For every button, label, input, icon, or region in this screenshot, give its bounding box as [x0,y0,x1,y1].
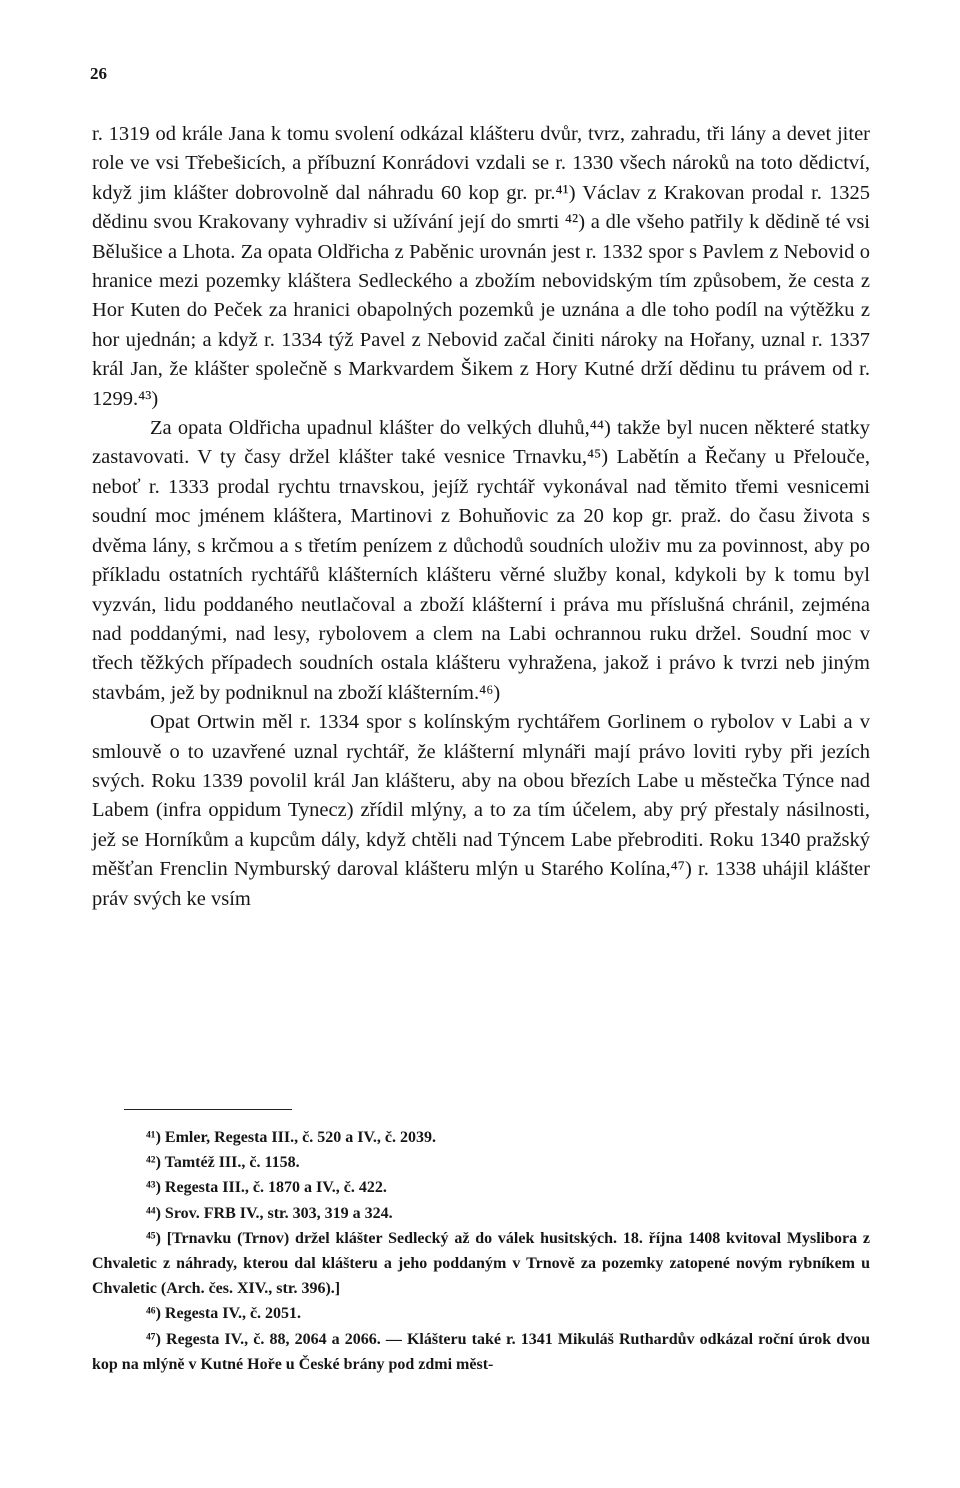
paragraph: Opat Ortwin měl r. 1334 spor s kolínským rychtářem Gorlinem o rybolov v Labi a v smlouvě o to uzavřené uznal rychtář, že klášterní mlynáři mají právo loviti ryby při jezích svých. Roku 1339 povolil král Jan klášteru, aby na obou březích Labe u městečka Týnce nad Labem (infra oppidum Tynecz) zřídil mlýny, a to za tím účelem, aby prý přestaly násilnosti, jež se Horníkům a kupcům dály, když chtěli nad Týncem Labe přebroditi. Roku 1340 pražský měšťan Frenclin Nymburský daroval klášteru mlýn u Starého Kolína,⁴⁷) r. 1338 uhájil klášter práv svých ke vsím [92,711,870,910]
footnote: ⁴⁵) [Trnavku (Trnov) držel klášter Sedlecký až do válek husitských. 18. října 1408 kvitoval Myslibora z Chvaletic z náhrady, kterou dal klášteru a jeho poddaným v Trnově za pozemky zatopené novým rybníkem u Chvaletic (Arch. čes. XIV., str. 396).] [92,1229,870,1298]
footnote: ⁴²) Tamtéž III., č. 1158. [146,1154,300,1172]
body-text [92,120,870,914]
footnotes [92,1125,870,1377]
footnote-separator [124,1109,292,1110]
footnote: ⁴⁷) Regesta IV., č. 88, 2064 a 2066. — Klášteru také r. 1341 Mikuláš Ruthardův odkázal roční úrok dvou kop na mlýně v Kutné Hoře u České brány pod zdmi měst- [92,1330,870,1373]
page-number: 26 [90,64,107,83]
paragraph: r. 1319 od krále Jana k tomu svolení odkázal klášteru dvůr, tvrz, zahradu, tři lány a devet jiter role ve vsi Třebešicích, a příbuzní Konrádovi vzdali se r. 1330 všech nároků na toto dědictví, když jim klášter dobrovolně dal náhradu 60 kop gr. pr.⁴¹) Václav z Krakovan prodal r. 1325 dědinu svou Krakovany vyhradiv si užívání její do smrti ⁴²) a dle všeho patřily k dědině té vsi Bělušice a Lhota. Za opata Oldřicha z Paběnic urovnán jest r. 1332 spor s Pavlem z Nebovid o hranice mezi pozemky kláštera Sedleckého a zbožím nebovidským tím způsobem, že cesta z Hor Kuten do Peček za hranici obapolných pozemků je uznána a dle toho podíl na výtěžku z hor ujednán; a když r. 1334 týž Pavel z Nebovid začal činiti nároky na Hořany, uznal r. 1337 král Jan, že klášter společně s Markvardem Šikem z Hory Kutné drží dědinu tu právem od r. 1299.⁴³) [92,123,870,410]
footnote: ⁴⁶) Regesta IV., č. 2051. [146,1305,302,1323]
footnote: ⁴³) Regesta III., č. 1870 a IV., č. 422. [146,1179,387,1197]
footnote: ⁴⁴) Srov. FRB IV., str. 303, 319 a 324. [146,1204,393,1222]
footnote: ⁴¹) Emler, Regesta III., č. 520 a IV., č. 2039. [146,1129,437,1146]
paragraph: Za opata Oldřicha upadnul klášter do velkých dluhů,⁴⁴) takže byl nucen některé statky zastavovati. V ty časy držel klášter také vesnice Trnavku,⁴⁵) Labětín a Řečany u Přelouče, neboť r. 1333 prodal rychtu trnavskou, jejíž rychtář vykonával nad těmito třemi vesnicemi soudní moc jménem kláštera, Martinovi z Bohuňovic za 20 kop gr. praž. do času života s dvěma lány, s krčmou a s třetím penízem z důchodů soudních uloživ mu za povinnost, aby po příkladu ostatních rychtářů klášterních klášteru věrné služby konal, kdykoli by k tomu byl vyzván, lidu poddaného neutlačoval a zboží klášterní i práva mu příslušná chránil, zejména nad poddanými, nad lesy, rybolovem a clem na Labi ochrannou ruku držel. Soudní moc v třech těžkých případech soudních ostala klášteru vyhražena, jakož i právo k tvrzi neb jiným stavbám, jež by podniknul na zboží klášterním.⁴⁶) [92,417,870,704]
